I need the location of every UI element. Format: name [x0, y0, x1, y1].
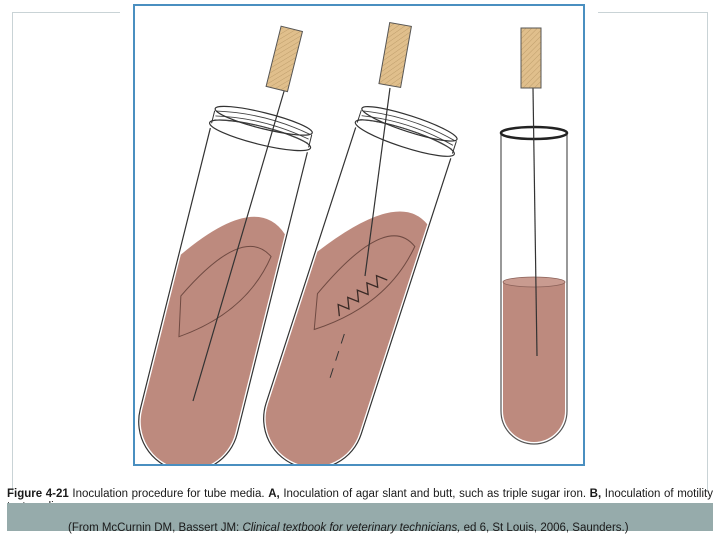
caption-text-2: Inoculation of agar slant and butt, such as triple sugar iron.	[279, 488, 590, 500]
frame-line-right	[707, 12, 708, 492]
needle-handle	[379, 23, 411, 88]
figure-credit	[68, 522, 708, 535]
caption-part-b: B,	[589, 488, 602, 500]
tube-motility-stab	[501, 28, 567, 444]
credit-book-title: Clinical textbook for veterinary technicians,	[242, 522, 461, 534]
caption-part-a: A,	[268, 488, 280, 500]
caption-text-3: Inoculation of motility	[604, 488, 713, 500]
figure-label: Figure 4-21	[7, 488, 69, 500]
frame-line-left	[12, 12, 13, 492]
caption-text-1: Inoculation procedure for tube media.	[68, 488, 269, 500]
frame-line-top-right	[598, 12, 708, 13]
credit-suffix: ed 6, St Louis, 2006, Saunders.)	[460, 522, 629, 534]
needle-handle	[521, 28, 541, 88]
frame-line-top-left	[12, 12, 120, 13]
motility-media	[503, 279, 565, 442]
credit-prefix: (From McCurnin DM, Bassert JM:	[68, 522, 243, 534]
figure-illustration	[133, 4, 585, 466]
needle-handle	[266, 26, 302, 91]
